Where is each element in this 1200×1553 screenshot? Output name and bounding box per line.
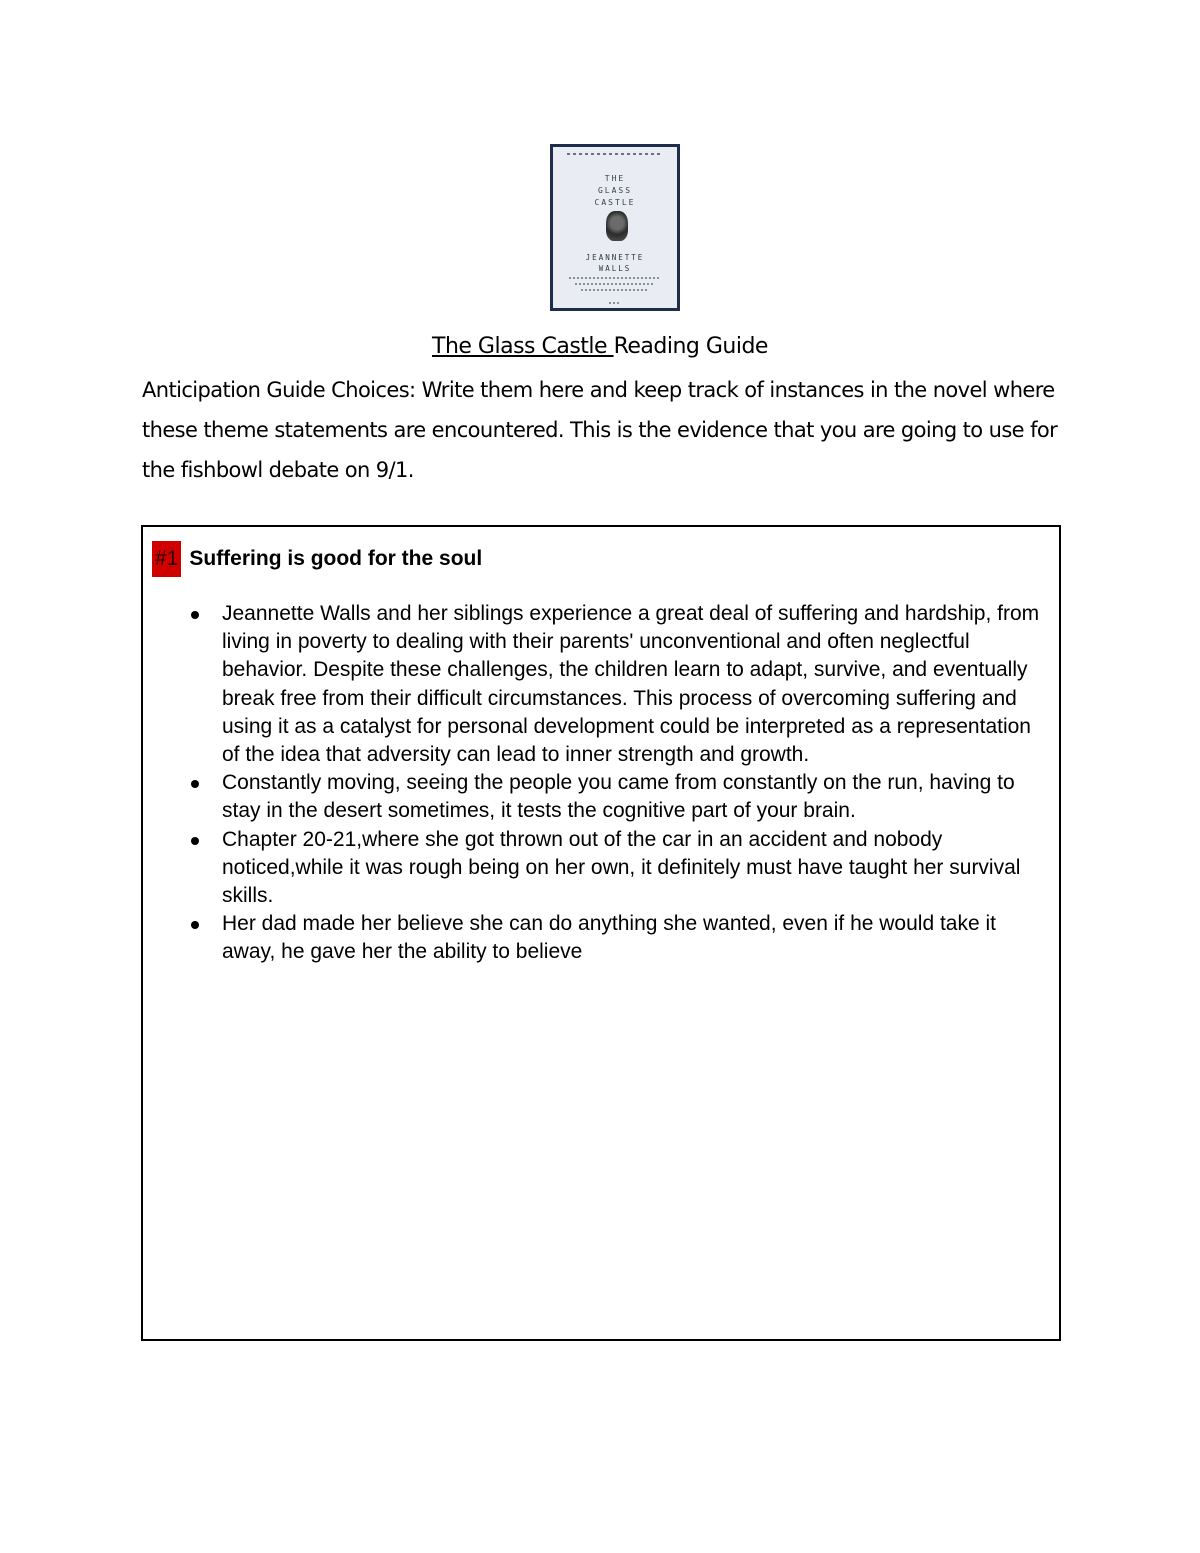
theme-text: Suffering is good for the soul <box>189 547 483 570</box>
cover-author-line: JEANNETTE <box>585 253 645 262</box>
cover-author-line: WALLS <box>598 264 632 273</box>
cover-fine-print <box>569 277 661 279</box>
theme-evidence-box <box>141 525 1061 1341</box>
evidence-item: Constantly moving, seeing the people you came from constantly on the run, having to stay in the desert sometimes, it tests the cognitive part of your brain. <box>222 769 1052 825</box>
cover-title-line: CASTLE <box>594 198 636 207</box>
cover-title-line: THE <box>604 174 626 183</box>
book-cover-image <box>550 144 680 311</box>
cover-title-line: GLASS <box>597 186 633 195</box>
evidence-item: Jeannette Walls and her siblings experience a great deal of suffering and hardship, from living in poverty to dealing with their parents' unconventional and often neglectful behavior. Despite these challenges, the children learn to adapt, survive, and eventually break free from their difficult circumstances. This process of overcoming suffering and using it as a catalyst for personal development could be interpreted as a representation of the idea that adversity can lead to inner strength and growth. <box>222 600 1052 769</box>
cover-fine-print <box>581 289 649 291</box>
title-suffix: Reading Guide <box>613 334 768 359</box>
page-title <box>0 330 1200 364</box>
instructions-text: Anticipation Guide Choices: Write them here and keep track of instances in the novel where these theme statements are encountered. This is the evidence that you are going to use for the fishbowl debate on 9/1. <box>142 378 1058 482</box>
evidence-list <box>222 600 1052 967</box>
cover-fine-print <box>567 153 663 155</box>
cover-fine-print <box>575 283 655 285</box>
theme-statement <box>152 541 482 577</box>
book-title: The Glass Castle <box>432 334 614 359</box>
theme-number-badge: #1 <box>152 541 181 577</box>
evidence-item: Her dad made her believe she can do anything she wanted, even if he would take it away, he gave her the ability to believe <box>222 910 1052 966</box>
evidence-item: Chapter 20-21,where she got thrown out of the car in an accident and nobody noticed,while it was rough being on her own, it definitely must have taught her survival skills. <box>222 826 1052 911</box>
cover-fine-print <box>609 302 621 304</box>
cover-portrait-photo <box>606 211 628 241</box>
